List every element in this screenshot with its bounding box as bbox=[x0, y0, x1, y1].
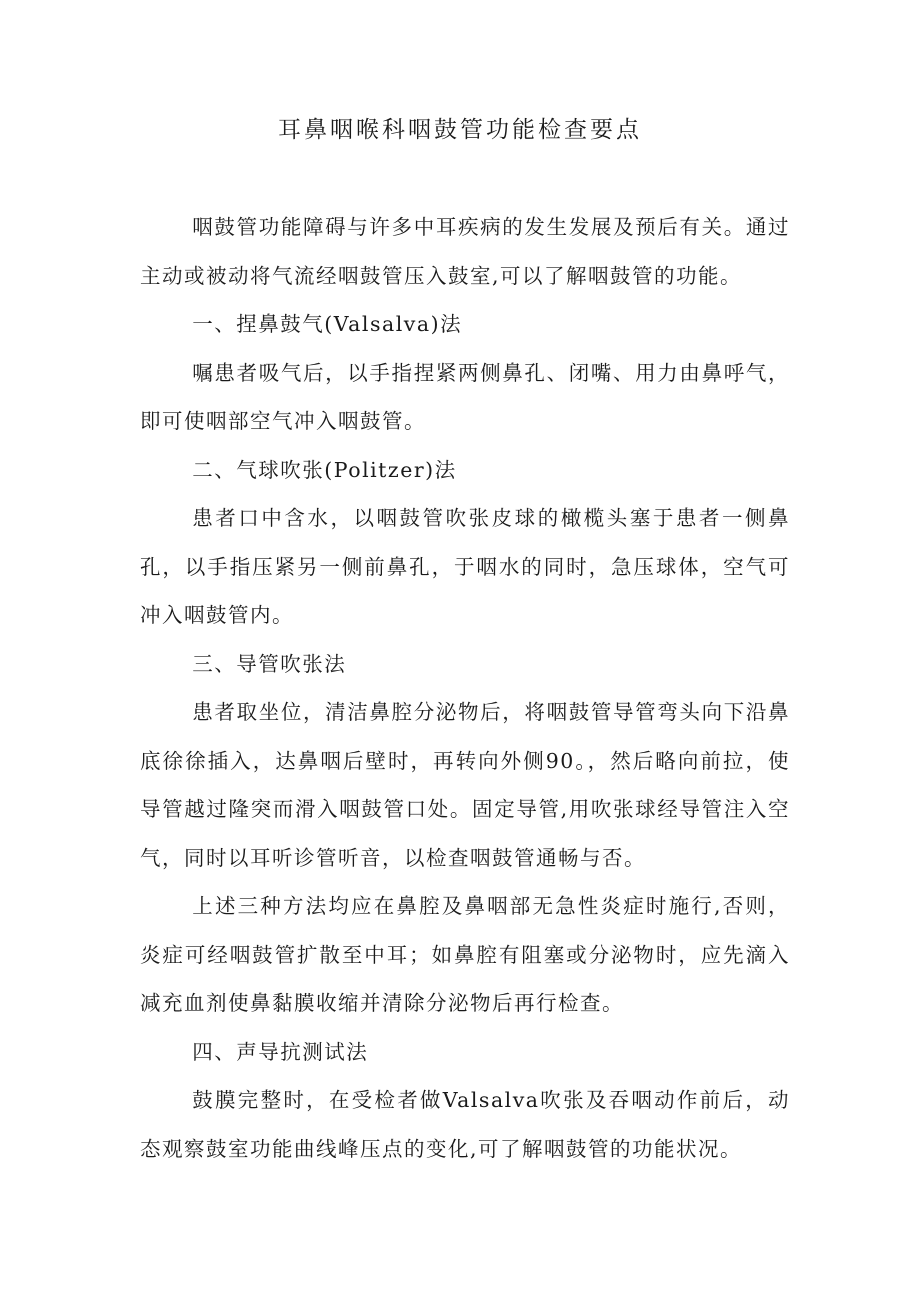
section-heading-politzer: 二、气球吹张(Politzer)法 bbox=[192, 457, 457, 482]
paragraph-politzer: 患者口中含水，以咽鼓管吹张皮球的橄榄头塞于患者一侧鼻孔，以手指压紧另一侧前鼻孔，于咽水的同时，急压球体，空气可冲入咽鼓管内。 bbox=[140, 506, 790, 627]
paragraph-catheter: 患者取坐位，清洁鼻腔分泌物后，将咽鼓管导管弯头向下沿鼻底徐徐插入，达鼻咽后壁时，再转向外侧90。，然后略向前拉，使导管越过隆突而滑入咽鼓管口处。固定导管,用吹张球经导管注入空气，同时以耳听诊管听音，以检查咽鼓管通畅与否。 bbox=[140, 700, 790, 870]
document-title: 耳鼻咽喉科咽鼓管功能检查要点 bbox=[278, 117, 642, 143]
document-body bbox=[140, 203, 790, 1173]
paragraph-impedance: 鼓膜完整时，在受检者做Valsalva吹张及吞咽动作前后，动态观察鼓室功能曲线峰压点的变化,可了解咽鼓管的功能状况。 bbox=[140, 1088, 790, 1161]
section-heading-impedance: 四、声导抗测试法 bbox=[192, 1039, 369, 1064]
paragraph-valsalva: 嘱患者吸气后，以手指捏紧两侧鼻孔、闭嘴、用力由鼻呼气，即可使咽部空气冲入咽鼓管。 bbox=[140, 360, 790, 433]
section-heading-valsalva: 一、捏鼻鼓气(Valsalva)法 bbox=[192, 312, 463, 336]
paragraph-intro: 咽鼓管功能障碍与许多中耳疾病的发生发展及预后有关。通过主动或被动将气流经咽鼓管压入鼓室,可以了解咽鼓管的功能。 bbox=[140, 215, 790, 288]
section-heading-catheter: 三、导管吹张法 bbox=[192, 651, 347, 676]
paragraph-precautions: 上述三种方法均应在鼻腔及鼻咽部无急性炎症时施行,否则，炎症可经咽鼓管扩散至中耳；如鼻腔有阻塞或分泌物时，应先滴入减充血剂使鼻黏膜收缩并清除分泌物后再行检查。 bbox=[140, 894, 790, 1015]
